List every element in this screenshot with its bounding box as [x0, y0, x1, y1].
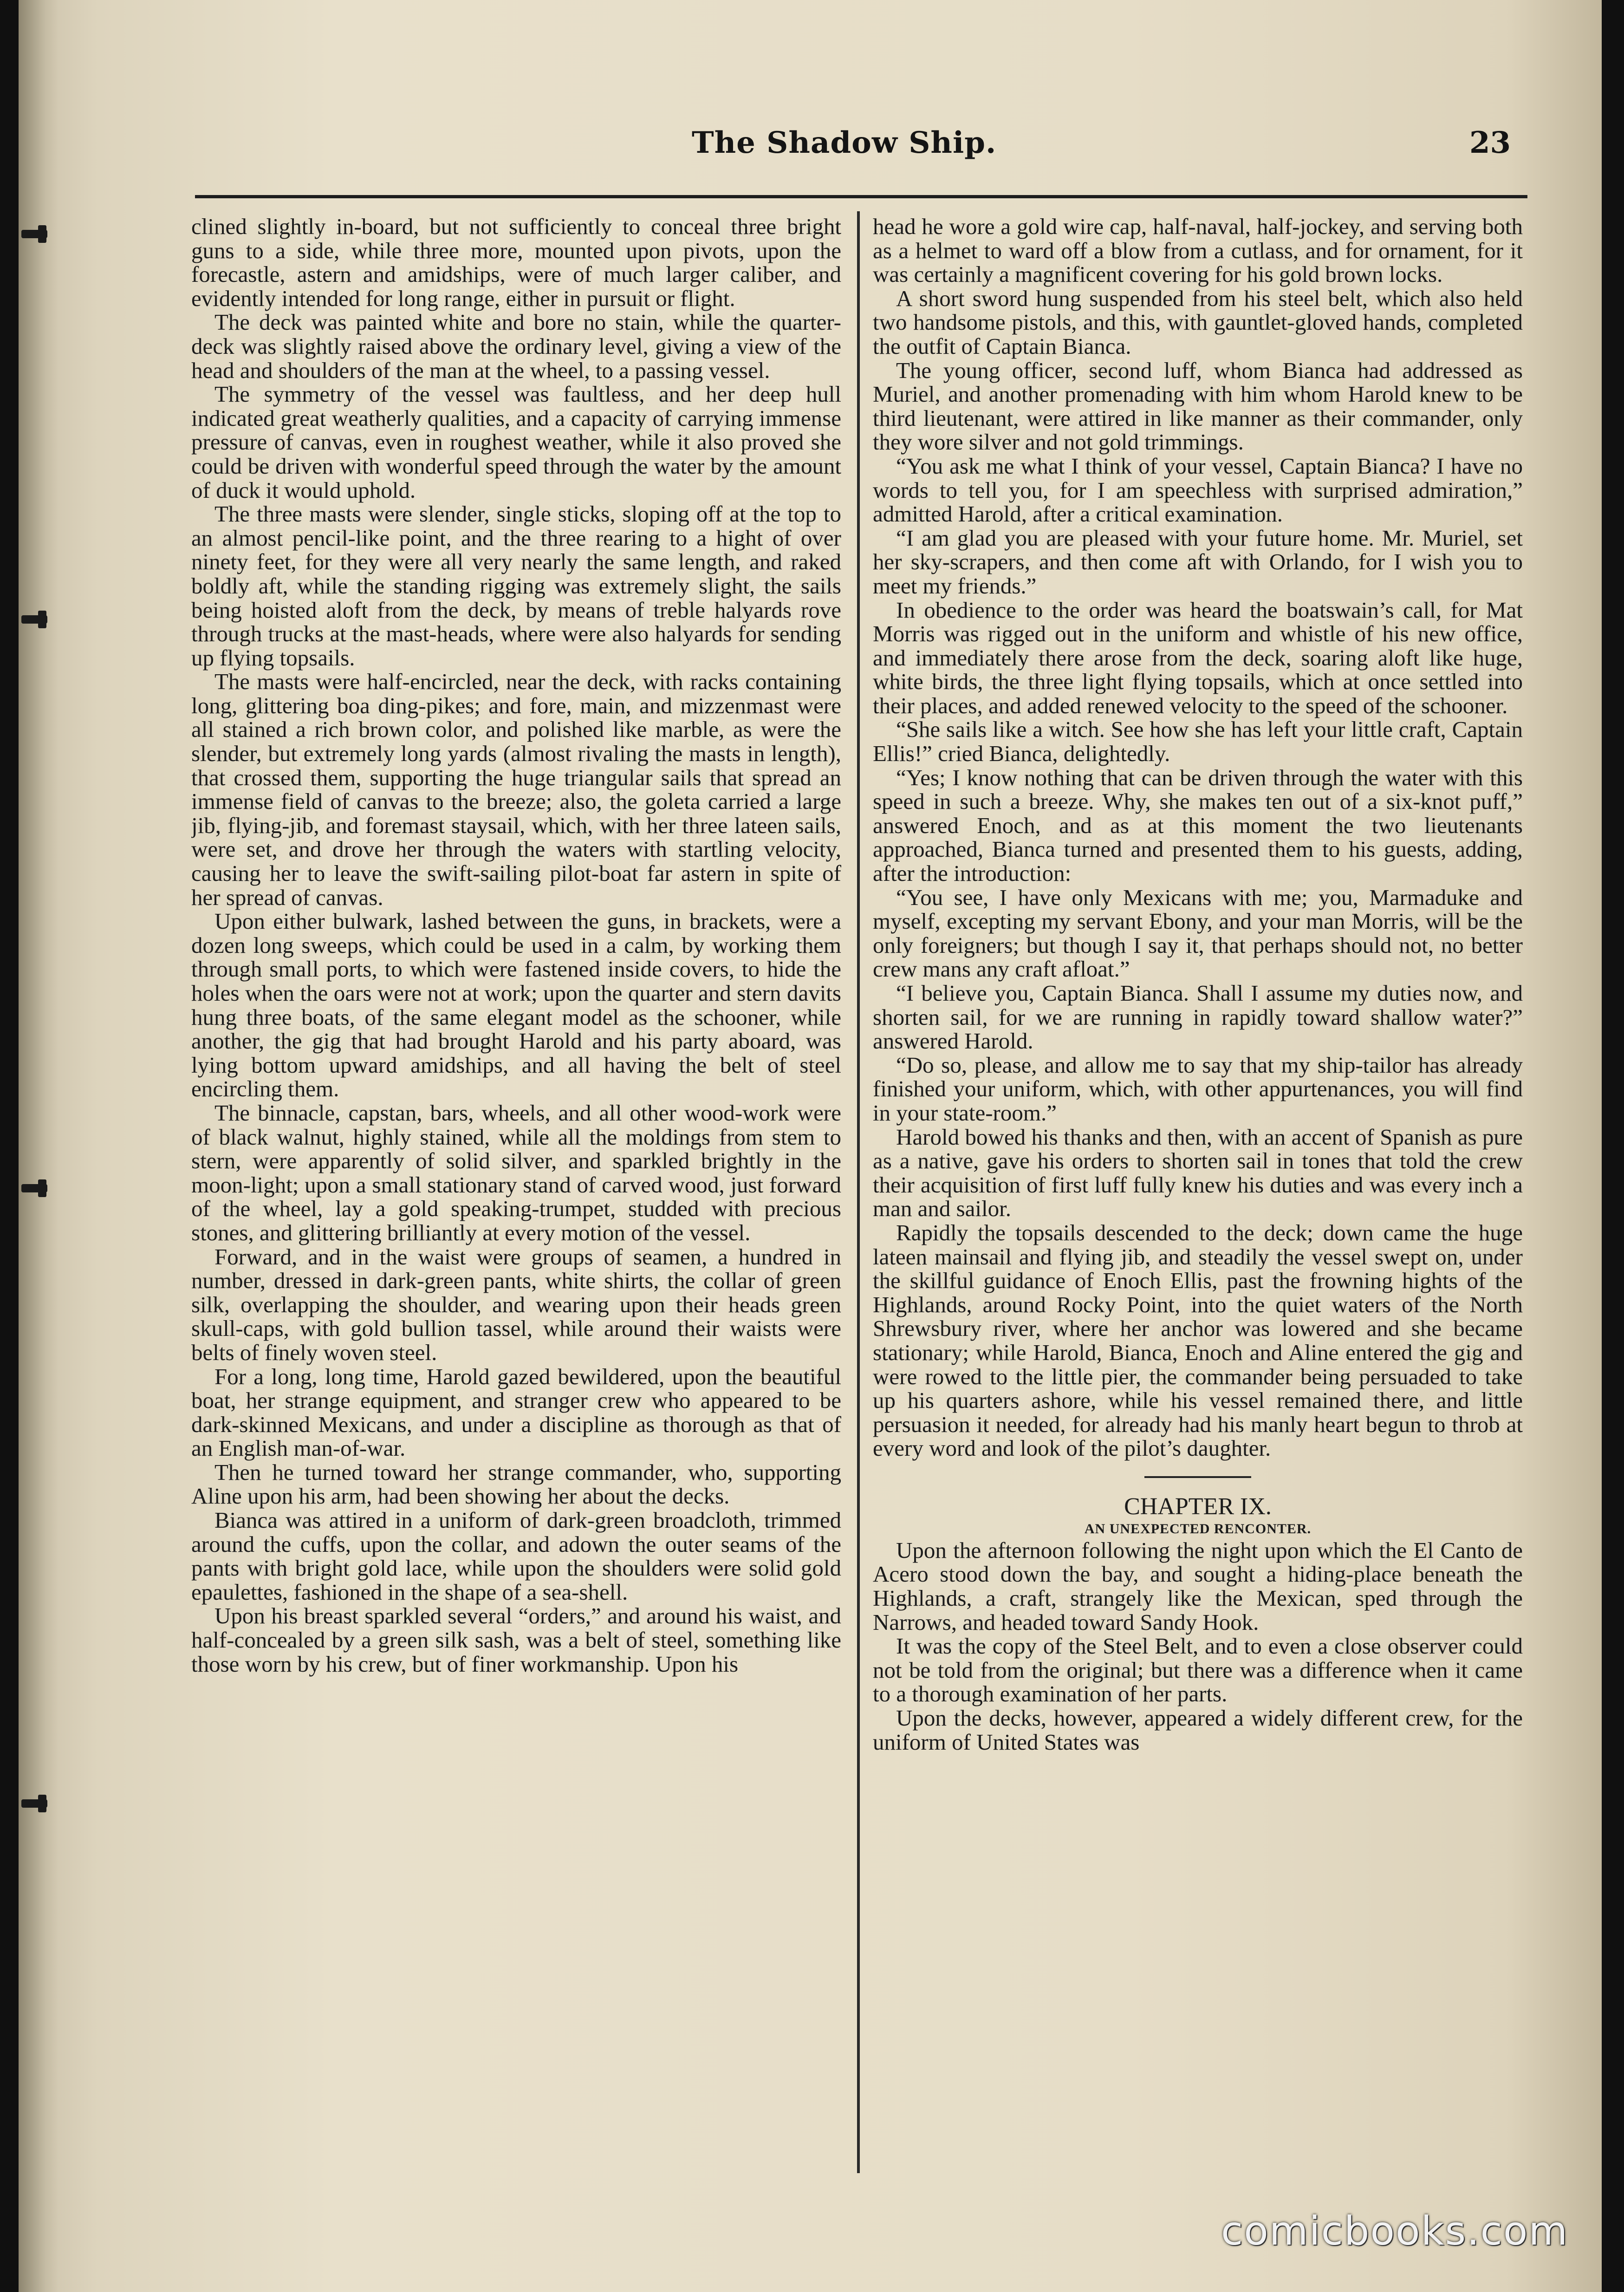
paragraph: In obedience to the order was heard the boatswain’s call, for Mat Morris was rigged out in the uniform and whistle of his new office, and immediately there arose from the deck, soaring aloft like huge, white birds, the three light flying topsails, which at once settled into their places, and added renewed velocity to the speed of the schooner. [873, 597, 1523, 718]
paragraph: Upon his breast sparkled several “orders,” and around his waist, and half-concealed by a green silk sash, was a belt of steel, something like those worn by his crew, but of finer workmanship. Upon his [191, 1603, 841, 1677]
paragraph: The deck was painted white and bore no stain, while the quarter-deck was slightly raised above the ordinary level, giving a view of the head and shoulders of the man at the wheel, to a passing vessel. [191, 309, 841, 383]
staple-mark [21, 1184, 47, 1192]
paragraph: Bianca was attired in a uniform of dark-green broadcloth, trimmed around the cuffs, upon the collar, and adown the outer seams of the pants with bright gold lace, while upon the shoulders were solid gold epaulettes, fashioned in the shape of a sea-shell. [191, 1507, 841, 1605]
paragraph: Upon the decks, however, appeared a widely different crew, for the uniform of United States was [873, 1705, 1523, 1755]
binding-edge [19, 0, 58, 2292]
paragraph: A short sword hung suspended from his steel belt, which also held two handsome pistols, and this, with gauntlet-gloved hands, completed the outfit of Captain Bianca. [873, 285, 1523, 359]
paragraph: The symmetry of the vessel was faultless, and her deep hull indicated great weatherly qualities, and a capacity of carrying immense pressure of canvas, even in roughest weather, while it also proved she could be driven with wonderful speed through the water by the amount of duck it would uphold. [191, 381, 841, 503]
paragraph: “Do so, please, and allow me to say that my ship-tailor has already finished your uniform, which, with other appurtenances, you will find in your state-room.” [873, 1052, 1523, 1126]
paragraph: “She sails like a witch. See how she has left your little craft, Captain Ellis!” cried Bianca, delightedly. [873, 716, 1523, 767]
running-title: The Shadow Ship. [692, 125, 997, 160]
page-number: 23 [1469, 125, 1511, 160]
paragraph: Rapidly the topsails descended to the deck; down came the huge lateen mainsail and flying jib, and steadily the vessel swept on, under the skillful guidance of Enoch Ellis, past the frowning hights of the Highlands, around Rocky Point, into the quiet waters of the North Shrewsbury river, where her anchor was lowered and she became stationary; while Harold, Bianca, Enoch and Aline entered the gig and were rowed to the little pier, the commander being persuaded to take up his quarters ashore, while his vessel remained there, and little persuasion it needed, for already had his manly heart begun to throb at every word and look of the pilot’s daughter. [873, 1219, 1523, 1461]
paragraph: head he wore a gold wire cap, half-naval, half-jockey, and serving both as a helmet to ward off a blow from a cutlass, and for ornament, for it was certainly a magnificent covering for his gold brown locks. [873, 215, 1523, 287]
paragraph: “I am glad you are pleased with your future home. Mr. Muriel, set her sky-scrapers, and then come aft with Orlando, for I wish you to meet my friends.” [873, 525, 1523, 599]
paragraph: Harold bowed his thanks and then, with an accent of Spanish as pure as a native, gave his orders to shorten sail in tones that told the crew their acquisition of first luff fully knew his duties and was every inch a man and sailor. [873, 1124, 1523, 1222]
section-divider [1144, 1476, 1251, 1478]
paragraph: The three masts were slender, single sticks, sloping off at the top to an almost pencil-like point, and the three rearing to a hight of over ninety feet, for they were all very nearly the same length, and raked boldly aft, while the standing rigging was extremely slight, the sails being hoisted aloft from the deck, by means of treble halyards rove through trucks at the mast-heads, where were also halyards for sending up flying topsails. [191, 501, 841, 671]
paragraph: Then he turned toward her strange commander, who, supporting Aline upon his arm, had been showing her about the decks. [191, 1459, 841, 1509]
paragraph: For a long, long time, Harold gazed bewildered, upon the beautiful boat, her strange equipment, and stranger crew who appeared to be dark-skinned Mexicans, and under a discipline as thorough as that of an English man-of-war. [191, 1363, 841, 1461]
paragraph: Upon either bulwark, lashed between the guns, in brackets, were a dozen long sweeps, which could be used in a calm, by working them through small ports, to which were fastened inside covers, to hide the holes when the oars were not at work; upon the quarter and stern davits hung three boats, of the same elegant model as the schooner, while another, the gig that had brought Harold and his party aboard, was lying bottom upward amidships, and all having the belt of steel encircling them. [191, 908, 841, 1102]
paragraph: Forward, and in the waist were groups of seamen, a hundred in number, dressed in dark-green pants, white shirts, the collar of green silk, overlapping the shoulder, and wearing upon their heads green skull-caps, with gold bullion tassel, while around their waists were belts of finely woven steel. [191, 1244, 841, 1365]
paragraph: clined slightly in-board, but not sufficiently to conceal three bright guns to a side, while three more, mounted upon pivots, upon the forecastle, astern and amidships, were of much larger caliber, and evidently intended for long range, either in pursuit or flight. [191, 215, 841, 311]
magazine-page [19, 0, 1602, 2292]
header-rule [195, 195, 1527, 198]
paragraph: It was the copy of the Steel Belt, and to even a close observer could not be told from the original; but there was a difference when it came to a thorough examination of her parts. [873, 1633, 1523, 1707]
site-watermark: comicbooks.com [1221, 2208, 1569, 2254]
paragraph: “I believe you, Captain Bianca. Shall I assume my duties now, and shorten sail, for we are running in rapidly toward shallow water?” answered Harold. [873, 980, 1523, 1054]
paragraph: The masts were half-encircled, near the deck, with racks containing long, glittering boa ding-pikes; and fore, main, and mizzenmast were all stained a rich brown color, and polished like marble, as were the slender, but extremely long yards (almost rivaling the masts in length), that crossed them, supporting the huge triangular sails that spread an immense field of canvas to the breeze; also, the goleta carried a large jib, flying-jib, and foremast staysail, which, with her three lateen sails, were set, and drove her through the waters with startling velocity, causing her to leave the swift-sailing pilot-boat far astern in spite of her spread of canvas. [191, 669, 841, 910]
paragraph: The binnacle, capstan, bars, wheels, and all other wood-work were of black walnut, highly stained, while all the moldings from stem to stern, were apparently of solid silver, and sparkled brightly in the moon-light; upon a small stationary stand of carved wood, just forward of the wheel, lay a gold speaking-trumpet, studded with precious stones, and glittering brilliantly at every motion of the vessel. [191, 1100, 841, 1245]
right-column [873, 215, 1523, 2179]
left-column [191, 215, 841, 2179]
staple-mark [21, 230, 47, 238]
staple-mark [21, 1799, 47, 1808]
paragraph: The young officer, second luff, whom Bianca had addressed as Muriel, and another promenading with him whom Harold knew to be third lieutenant, were attired in like manner as their commander, only they wore silver and not gold trimmings. [873, 357, 1523, 455]
paragraph: Upon the afternoon following the night upon which the El Canto de Acero stood down the bay, and sought a hiding-place beneath the Highlands, a craft, strangely like the Mexican, sped through the Narrows, and headed toward Sandy Hook. [873, 1537, 1523, 1635]
chapter-heading: CHAPTER IX. [1124, 1493, 1272, 1520]
paragraph: “You see, I have only Mexicans with me; you, Marmaduke and myself, excepting my servant Ebony, and your man Morris, will be the only foreigners; but though I say it, that perhaps should not, no better crew mans any craft afloat.” [873, 884, 1523, 982]
paragraph: “You ask me what I think of your vessel, Captain Bianca? I have no words to tell you, for I am speechless with surprised admiration,” admitted Harold, after a critical examination. [873, 453, 1523, 527]
paragraph: “Yes; I know nothing that can be driven through the water with this speed in such a breeze. Why, she makes ten out of a six-knot puff,” answered Enoch, and as at this moment the two lieutenants approached, Bianca turned and presented them to his guests, adding, after the introduction: [873, 764, 1523, 886]
column-rule [857, 211, 860, 2173]
chapter-subtitle: AN UNEXPECTED RENCONTER. [1084, 1521, 1312, 1537]
staple-mark [21, 615, 47, 624]
